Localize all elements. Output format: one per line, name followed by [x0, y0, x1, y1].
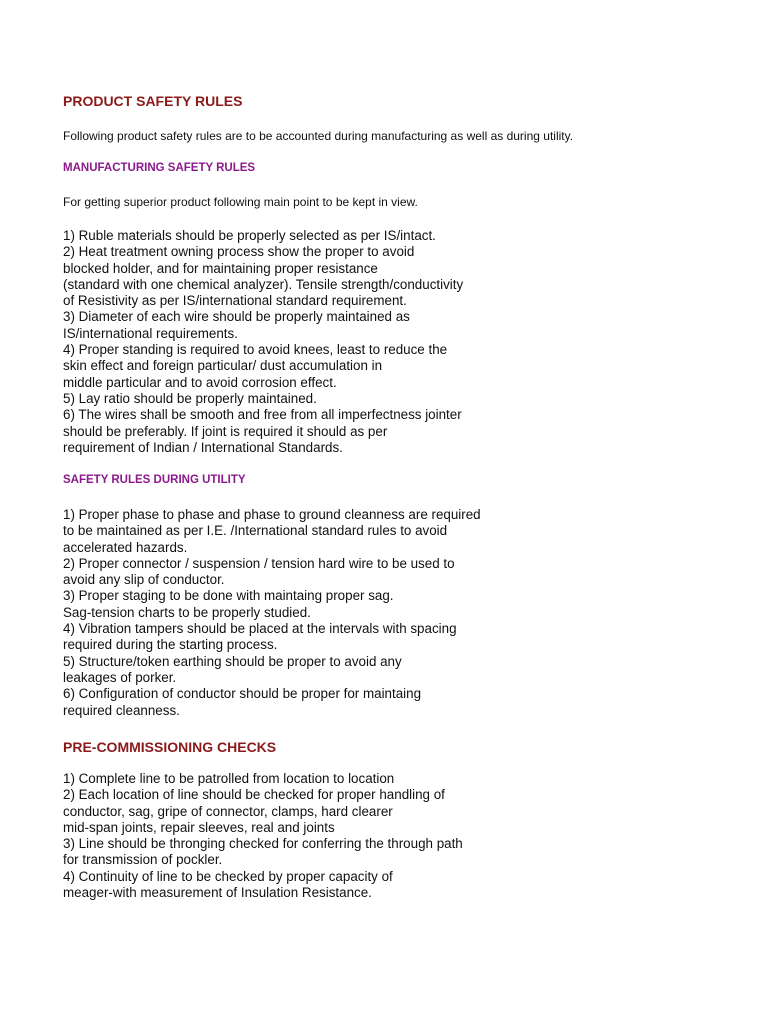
- manufacturing-rule-line: skin effect and foreign particular/ dust accumulation in: [63, 358, 383, 374]
- manufacturing-rule-line: 6) The wires shall be smooth and free from all imperfectness jointer: [63, 407, 462, 423]
- manufacturing-rule-line: middle particular and to avoid corrosion effect.: [63, 374, 337, 390]
- utility-rule-line: to be maintained as per I.E. /International standard rules to avoid: [63, 523, 448, 539]
- utility-rule-line: leakages of porker.: [63, 669, 177, 685]
- utility-rule-line: 2) Proper connector / suspension / tension hard wire to be used to: [63, 555, 455, 571]
- manufacturing-rule-line: 4) Proper standing is required to avoid knees, least to reduce the: [63, 342, 448, 358]
- precommissioning-checks-list: [63, 771, 463, 901]
- precommissioning-check-line: meager-with measurement of Insulation Resistance.: [63, 885, 372, 901]
- manufacturing-rule-line: (standard with one chemical analyzer). Tensile strength/conductivity: [63, 276, 464, 292]
- utility-rule-line: accelerated hazards.: [63, 539, 188, 555]
- precommissioning-check-line: 1) Complete line to be patrolled from location to location: [63, 771, 395, 786]
- manufacturing-rules-list: [63, 228, 463, 456]
- precommissioning-check-line: 3) Line should be thronging checked for conferring the through path: [63, 836, 463, 852]
- manufacturing-rule-line: 1) Ruble materials should be properly selected as per IS/intact.: [63, 228, 436, 243]
- utility-rule-line: 5) Structure/token earthing should be proper to avoid any: [63, 653, 402, 669]
- manufacturing-intro: For getting superior product following main point to be kept in view.: [63, 195, 418, 209]
- page-title: PRODUCT SAFETY RULES: [63, 93, 243, 109]
- utility-rule-line: 1) Proper phase to phase and phase to ground cleanness are required: [63, 507, 481, 522]
- manufacturing-heading: MANUFACTURING SAFETY RULES: [63, 162, 256, 174]
- utility-rule-line: 4) Vibration tampers should be placed at the intervals with spacing: [63, 621, 457, 637]
- manufacturing-rule-line: should be preferably. If joint is required it should as per: [63, 423, 388, 439]
- precommissioning-check-line: for transmission of pockler.: [63, 852, 223, 868]
- precommissioning-check-line: conductor, sag, gripe of connector, clamps, hard clearer: [63, 803, 393, 819]
- manufacturing-rule-line: 2) Heat treatment owning process show the proper to avoid: [63, 244, 415, 260]
- utility-rule-line: 6) Configuration of conductor should be proper for maintaing: [63, 686, 422, 702]
- utility-rule-line: Sag-tension charts to be properly studied.: [63, 604, 311, 620]
- utility-rule-line: required cleanness.: [63, 702, 180, 718]
- manufacturing-rule-line: of Resistivity as per IS/international standard requirement.: [63, 293, 407, 309]
- precommissioning-heading: PRE-COMMISSIONING CHECKS: [63, 739, 277, 755]
- manufacturing-rule-line: 5) Lay ratio should be properly maintained.: [63, 390, 317, 406]
- utility-rule-line: 3) Proper staging to be done with maintaing proper sag.: [63, 588, 394, 604]
- utility-rule-line: avoid any slip of conductor.: [63, 572, 225, 588]
- manufacturing-rule-line: requirement of Indian / International Standards.: [63, 439, 343, 455]
- utility-rules-list: [63, 507, 481, 719]
- manufacturing-rule-line: blocked holder, and for maintaining proper resistance: [63, 260, 378, 276]
- precommissioning-check-line: 4) Continuity of line to be checked by proper capacity of: [63, 868, 393, 884]
- precommissioning-check-line: 2) Each location of line should be checked for proper handling of: [63, 787, 445, 803]
- manufacturing-rule-line: 3) Diameter of each wire should be properly maintained as: [63, 309, 410, 325]
- intro-text: Following product safety rules are to be accounted during manufacturing as well as during utility.: [63, 129, 574, 143]
- precommissioning-check-line: mid-span joints, repair sleeves, real and joints: [63, 819, 335, 835]
- manufacturing-rule-line: IS/international requirements.: [63, 325, 238, 341]
- utility-rule-line: required during the starting process.: [63, 637, 278, 653]
- utility-heading: SAFETY RULES DURING UTILITY: [63, 474, 246, 486]
